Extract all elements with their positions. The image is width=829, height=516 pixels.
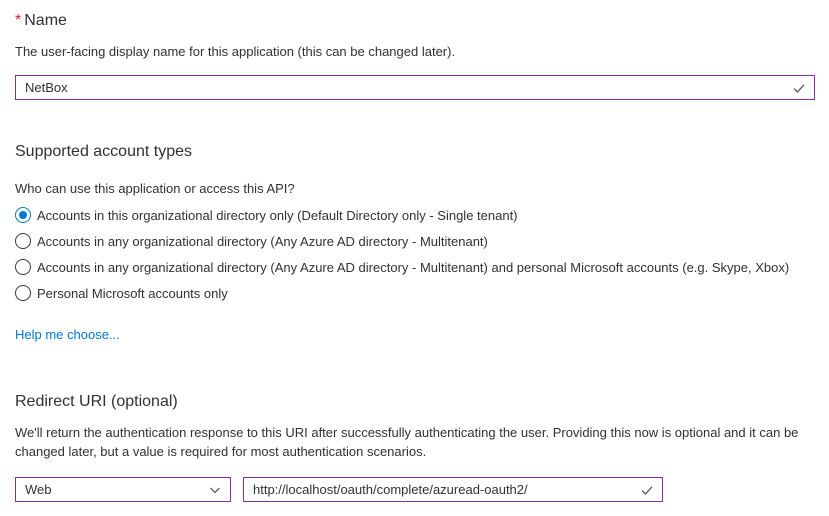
radio-option-label: Personal Microsoft accounts only — [37, 285, 228, 301]
name-section-title — [15, 12, 815, 29]
radio-button-icon[interactable] — [15, 285, 31, 301]
name-field-wrapper — [15, 75, 815, 100]
help-me-choose-link[interactable]: Help me choose... — [15, 327, 120, 342]
radio-button-icon[interactable] — [15, 259, 31, 275]
redirect-uri-description: We'll return the authentication response to this URI after successfully authenticating the user. Providing this now is optional and it can be changed later, but a value is required for most authentication scenarios. — [15, 425, 799, 459]
radio-option-personal-only[interactable] — [15, 285, 815, 301]
redirect-uri-row — [15, 477, 815, 502]
account-types-title: Supported account types — [15, 143, 193, 160]
radio-option-label: Accounts in this organizational directory only (Default Directory only - Single tenant) — [37, 207, 518, 223]
radio-button-icon[interactable] — [15, 207, 31, 223]
platform-select-dropdown[interactable] — [15, 477, 231, 502]
radio-option-single-tenant[interactable] — [15, 207, 815, 223]
app-name-input[interactable] — [15, 75, 815, 100]
name-description: The user-facing display name for this application (this can be changed later). — [15, 44, 456, 59]
radio-option-label: Accounts in any organizational directory (Any Azure AD directory - Multitenant) — [37, 233, 488, 249]
redirect-uri-title: Redirect URI (optional) — [15, 393, 178, 410]
name-title-text: Name — [24, 12, 67, 29]
platform-selected-value: Web — [25, 482, 52, 497]
radio-option-label: Accounts in any organizational directory (Any Azure AD directory - Multitenant) and personal Microsoft accounts (e.g. Skype, Xbox) — [37, 259, 790, 275]
radio-option-multitenant[interactable] — [15, 233, 815, 249]
required-asterisk: * — [15, 12, 22, 29]
redirect-uri-field-wrapper — [243, 477, 663, 502]
chevron-down-icon — [207, 482, 223, 498]
redirect-uri-input[interactable] — [243, 477, 663, 502]
radio-button-icon[interactable] — [15, 233, 31, 249]
account-types-radio-group — [15, 207, 815, 301]
radio-option-multitenant-personal[interactable] — [15, 259, 815, 275]
account-types-question: Who can use this application or access this API? — [15, 181, 295, 196]
